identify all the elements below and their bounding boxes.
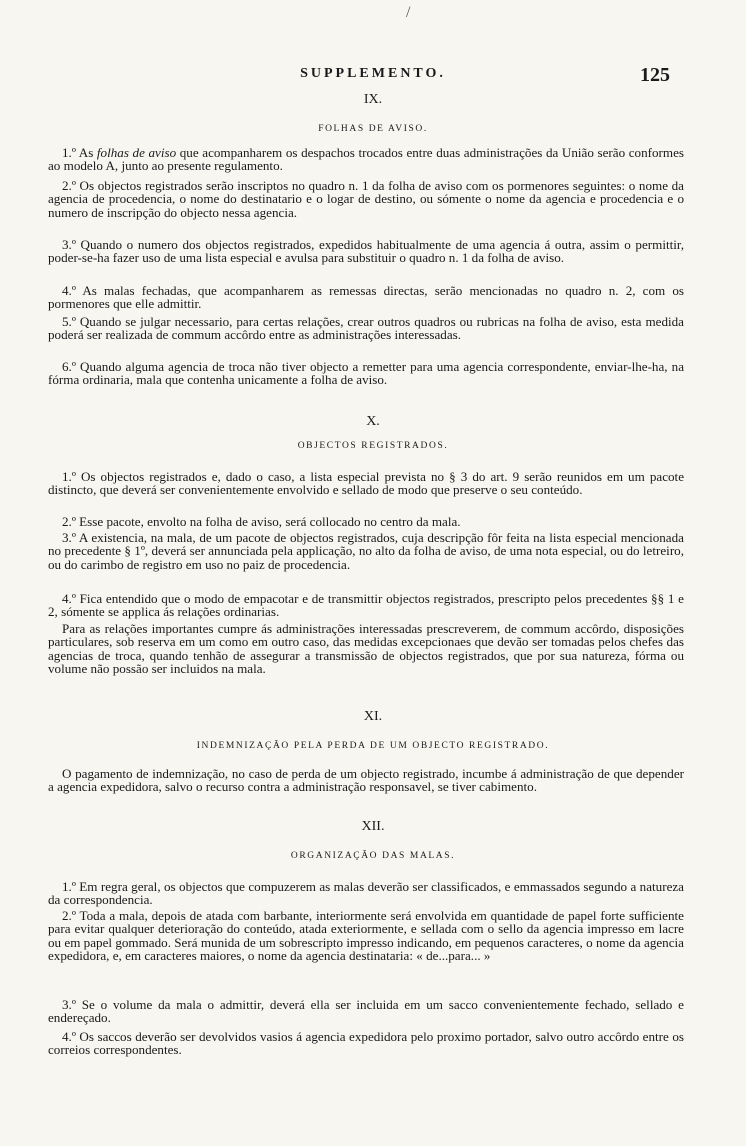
paragraph: 3.º Quando o numero dos objectos registrados, expedidos habitualmente de uma agencia á outra, assim o permittir, poder-se-ha fazer uso de uma lista especial e avulsa para substituir o quadro n. 1 da folha de aviso. [48,237,684,266]
page-title: SUPPLEMENTO. [300,66,446,81]
section-number-xi: XI. [363,709,383,724]
section-title-ix: FOLHAS DE AVISO. [318,124,428,134]
section-title-x: OBJECTOS REGISTRADOS. [297,441,449,451]
section-number-ix: IX. [363,92,383,107]
section-number-x: X. [366,414,380,429]
paragraph: Para as relações importantes cumpre ás administrações interessadas prescreverem, de commum accôrdo, disposições particulares, sob reserva em um como em outro caso, das medidas excepcionaes que devão ser tomadas pelos chefes das agencias de troca, quando tenhão de assegurar a transmissão de objectos registrados, que por sua natureza, fórma ou volume não possão ser incluidos na mala. [48,621,684,677]
paragraph: 1.º Os objectos registrados e, dado o caso, a lista especial prevista no § 3 do art. 9 serão reunidos em um pacote distincto, que deverá ser convenientemente envolvido e sellado de modo que preserve o seu conteúdo. [48,469,684,498]
section-number-xii: XII. [361,819,385,834]
paragraph: 2.º Toda a mala, depois de atada com barbante, interiormente será envolvida em quantidade de papel forte sufficiente para evitar qualquer deterioração do conteúdo, atada exteriormente, e sellada com o sello da agencia impresso em lacre ou em papel gommado. Será munida de um sobrescripto impresso indicando, em pequenos caracteres, o nome da agencia expedidora, e, em caracteres maiores, o nome da agencia destinataria: « de...para... » [48,908,684,964]
running-head [0,64,746,86]
paragraph: 2.º Esse pacote, envolto na folha de aviso, será collocado no centro da mala. [62,514,461,529]
paragraph: O pagamento de indemnização, no caso de perda de um objecto registrado, incumbe á administração de que depender a agencia expedidora, salvo o recurso contra a administração responsavel, se tiver cabimento. [48,766,684,795]
paragraph: 4.º Fica entendido que o modo de empacotar e de transmittir objectos registrados, prescripto pelos precedentes §§ 1 e 2, sómente se applica ás relações ordinarias. [48,591,684,620]
paragraph: 4.º As malas fechadas, que acompanharem as remessas directas, serão mencionadas no quadro n. 2, com os pormenores que elle admittir. [48,283,684,312]
paragraph: 1.º As folhas de aviso que acompanharem os despachos trocados entre duas administrações da União serão conformes ao modelo A, junto ao presente regulamento. [48,145,684,174]
section-title-xii: ORGANIZAÇÃO DAS MALAS. [290,851,456,861]
paragraph: 3.º A existencia, na mala, de um pacote de objectos registrados, cuja descripção fôr feita na lista especial mencionada no precedente § 1º, deverá ser annunciada pela applicação, no alto da folha de aviso, de uma nota especial, ou do letreiro, ou do carimbo de registro em uso no paiz de procedencia. [48,530,684,572]
paragraph: 4.º Os saccos deverão ser devolvidos vasios á agencia expedidora pelo proximo portador, salvo outro accôrdo entre os correios correspondentes. [48,1029,684,1058]
section-title-xi: INDEMNIZAÇÃO PELA PERDA DE UM OBJECTO REGISTRADO. [196,741,550,751]
paragraph: 2.º Os objectos registrados serão inscriptos no quadro n. 1 da folha de aviso com os pormenores seguintes: o nome da agencia de procedencia, o nome do destinatario e o logar de destino, ou sómente o nome da agencia e procedencia e o numero de inscripção do objecto nessa agencia. [48,178,684,220]
pen-mark: / [406,4,411,21]
paragraph: 5.º Quando se julgar necessario, para certas relações, crear outros quadros ou rubricas na folha de aviso, esta medida poderá ser realizada de commum accôrdo entre as administrações interessadas. [48,314,684,343]
paragraph: 6.º Quando alguma agencia de troca não tiver objecto a remetter para uma agencia correspondente, enviar-lhe-ha, na fórma ordinaria, mala que contenha unicamente a folha de aviso. [48,359,685,388]
paragraph: 3.º Se o volume da mala o admittir, deverá ella ser incluida em um sacco convenientemente fechado, sellado e endereçado. [48,997,684,1026]
page-number: 125 [640,64,670,86]
paragraph: 1.º Em regra geral, os objectos que compuzerem as malas deverão ser classificados, e emmassados segundo a natureza da correspondencia. [48,879,684,908]
